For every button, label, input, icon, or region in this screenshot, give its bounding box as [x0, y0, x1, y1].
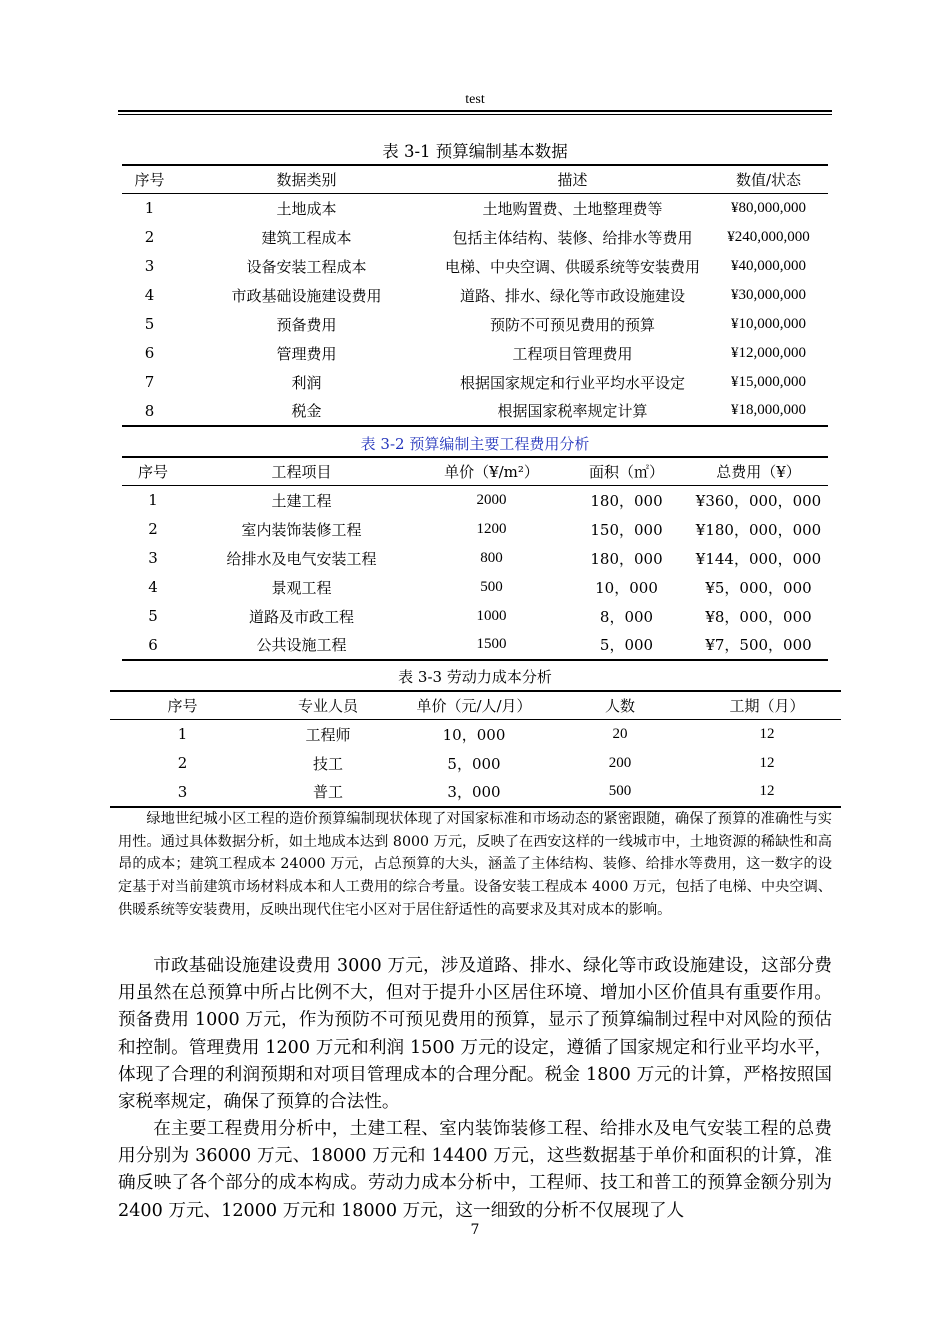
- table-cell: 管理费用: [276, 344, 337, 363]
- table-cell: ¥8，000，000: [705, 607, 812, 626]
- table-cell: 180，000: [590, 549, 663, 568]
- table3-header-cell: 序号: [110, 691, 255, 720]
- table-cell: 土地购置费、土地整理费等: [482, 199, 663, 218]
- table-cell: 2: [144, 228, 155, 246]
- table-cell: 预备费用: [276, 315, 337, 334]
- table-cell: 800: [480, 549, 503, 566]
- table-row: [122, 486, 828, 515]
- table-cell: 2000: [476, 491, 507, 508]
- table-cell: 普工: [255, 778, 401, 807]
- table-row: [122, 573, 828, 602]
- table-cell: ¥40,000,000: [731, 257, 806, 274]
- table-cell: 6: [144, 344, 155, 362]
- table-cell: 3，000: [401, 778, 547, 807]
- table-cell: 1200: [476, 520, 507, 537]
- table-cell: 10，000: [442, 725, 506, 744]
- table-cell: ¥7，500，000: [689, 631, 828, 660]
- table-cell: 3: [144, 257, 155, 275]
- table-row: [110, 720, 841, 749]
- table-cell: ¥80,000,000: [731, 199, 806, 216]
- header-rule-thin: [118, 114, 832, 115]
- table3-header-cell: 人数: [547, 691, 693, 720]
- table-cell: 税金: [177, 397, 436, 426]
- table-cell: 包括主体结构、装修、给排水等费用: [452, 228, 693, 247]
- table-row: [122, 397, 828, 426]
- table-cell: 电梯、中央空调、供暖系统等安装费用: [444, 257, 700, 276]
- table-cell: 4: [148, 578, 158, 596]
- table-cell: 根据国家规定和行业平均水平设定: [459, 373, 685, 392]
- table-cell: 2: [177, 754, 188, 772]
- table-cell: 1000: [476, 607, 507, 624]
- page-number: 7: [470, 1222, 480, 1238]
- table-cell: 道路、排水、绿化等市政设施建设: [459, 286, 685, 305]
- table-cell: 景观工程: [271, 578, 332, 597]
- table-cell: 2: [148, 520, 158, 538]
- table-cell: ¥240,000,000: [727, 228, 810, 245]
- table-cell: 12: [759, 725, 775, 742]
- table-cell: ¥15,000,000: [731, 373, 806, 390]
- table-cell: 7: [144, 373, 155, 391]
- table-cell: 5，000: [447, 754, 501, 773]
- header-rule: [118, 110, 832, 112]
- table2-header-cell: 单价（¥/m²）: [419, 457, 564, 486]
- table3-header-cell: 专业人员: [255, 691, 401, 720]
- table-cell: 设备安装工程成本: [246, 257, 367, 276]
- table-cell: 土建工程: [271, 491, 332, 510]
- table-row: [122, 281, 828, 310]
- table1-header-cell: 描述: [436, 165, 709, 194]
- table-cell: 150，000: [590, 520, 663, 539]
- table-cell: 500: [480, 578, 503, 595]
- table2: [122, 456, 828, 661]
- paragraph: 市政基础设施建设费用 3000 万元，涉及道路、排水、绿化等市政设施建设，这部分费用虽然在总预算中所占比例不大，但对于提升小区居住环境、增加小区价值具有重要作用。预备费用 1000 万元，作为预防不可预见费用的预算，显示了预算编制过程中对风险的预估和控制。管理费用 1200 万元和利润 1500 万元的设定，遵循了国家规定和行业平均水平，体现了合理的利润预期和对项目管理成本的合理分配。税金 1800 万元的计算，严格按照国家税率规定，确保了预算的合法性。: [118, 956, 832, 1113]
- table-cell: 3: [148, 549, 158, 567]
- table-cell: 10，000: [595, 578, 658, 597]
- table2-header-cell: 总费用（¥）: [689, 457, 828, 486]
- table-cell: ¥360，000，000: [695, 491, 822, 510]
- table-row: [122, 544, 828, 573]
- table-cell: 1: [148, 491, 158, 510]
- table-row: [110, 778, 841, 807]
- table-cell: 1: [177, 725, 188, 744]
- table-cell: 6: [122, 631, 184, 660]
- table-cell: 建筑工程成本: [261, 228, 352, 247]
- table-cell: ¥144，000，000: [695, 549, 822, 568]
- table2-header-cell: 面积（㎡）: [564, 457, 689, 486]
- table1-header-cell: 序号: [122, 165, 177, 194]
- paragraph: 绿地世纪城小区工程的造价预算编制现状体现了对国家标准和市场动态的紧密跟随，确保了预算的准确性与实用性。通过具体数据分析，如土地成本达到 8000 万元，反映了在西安这样的一线城市中，土地资源的稀缺性和高昂的成本；建筑工程成本 24000 万元，占总预算的大头，涵盖了主体结构、装修、给排水等费用，这一数字的设定基于对当前建筑市场材料成本和人工费用的综合考量。设备安装工程成本 4000 万元，包括了电梯、中央空调、供暖系统等安装费用，反映出现代住宅小区对于居住舒适性的高要求及其对成本的影响。: [118, 811, 832, 918]
- table-cell: 5: [148, 607, 158, 625]
- table-row: [122, 194, 828, 223]
- table-row: [122, 368, 828, 397]
- table3-caption: 表 3-3 劳动力成本分析: [398, 668, 552, 686]
- table-cell: ¥180，000，000: [695, 520, 822, 539]
- table-cell: 道路及市政工程: [248, 607, 354, 626]
- table1-header-cell: 数据类别: [177, 165, 436, 194]
- table-cell: ¥12,000,000: [731, 344, 806, 361]
- table-cell: 利润: [291, 373, 322, 392]
- page-header: test: [465, 92, 485, 107]
- table-row: [122, 252, 828, 281]
- table1: [122, 164, 828, 427]
- table1-caption: 表 3-1 预算编制基本数据: [382, 142, 568, 161]
- table-cell: ¥10,000,000: [731, 315, 806, 332]
- table2-header-cell: 序号: [122, 457, 184, 486]
- table-row: [122, 602, 828, 631]
- table-cell: 8，000: [599, 607, 654, 626]
- table-cell: 20: [612, 725, 628, 742]
- table-cell: 3: [110, 778, 255, 807]
- table-cell: 12: [693, 778, 841, 807]
- table-cell: 5: [144, 315, 155, 333]
- table2-caption: 表 3-2 预算编制主要工程费用分析: [360, 435, 590, 453]
- table-cell: 1: [144, 199, 155, 218]
- table-cell: 根据国家税率规定计算: [436, 397, 709, 426]
- table-row: [110, 749, 841, 778]
- table3: [110, 690, 841, 808]
- table3-header-cell: 工期（月）: [693, 691, 841, 720]
- table-cell: ¥18,000,000: [709, 397, 828, 426]
- table-row: [122, 310, 828, 339]
- table-cell: 技工: [312, 754, 343, 773]
- table-cell: 给排水及电气安装工程: [226, 549, 377, 568]
- table-cell: 预防不可预见费用的预算: [489, 315, 655, 334]
- table-cell: 12: [759, 754, 775, 771]
- table-cell: 5，000: [564, 631, 689, 660]
- table-cell: 室内装饰装修工程: [241, 520, 362, 539]
- table-cell: ¥5，000，000: [705, 578, 812, 597]
- table-row: [122, 223, 828, 252]
- table-row: [122, 631, 828, 660]
- table3-header-cell: 单价（元/人/月）: [401, 691, 547, 720]
- table-cell: 200: [608, 754, 632, 771]
- table-cell: 8: [122, 397, 177, 426]
- table1-header-cell: 数值/状态: [709, 165, 828, 194]
- table-cell: 工程项目管理费用: [512, 344, 633, 363]
- paragraph: 在主要工程费用分析中，土建工程、室内装饰装修工程、给排水及电气安装工程的总费用分别为 36000 万元、18000 万元和 14400 万元，这些数据基于单价和面积的计算，准确反映了各个部分的成本构成。劳动力成本分析中，工程师、技工和普工的预算金额分别为 2400 万元、12000 万元和 18000 万元，这一细致的分析不仅展现了人: [118, 1119, 832, 1221]
- table-cell: 500: [547, 778, 693, 807]
- table-cell: 1500: [419, 631, 564, 660]
- table-cell: 公共设施工程: [184, 631, 419, 660]
- table2-header-cell: 工程项目: [184, 457, 419, 486]
- table-cell: ¥30,000,000: [731, 286, 806, 303]
- table-cell: 4: [144, 286, 155, 304]
- table-cell: 土地成本: [276, 199, 337, 218]
- table-cell: 180，000: [590, 491, 663, 510]
- table-row: [122, 515, 828, 544]
- table-row: [122, 339, 828, 368]
- table-cell: 市政基础设施建设费用: [231, 286, 382, 305]
- table-cell: 工程师: [305, 725, 351, 744]
